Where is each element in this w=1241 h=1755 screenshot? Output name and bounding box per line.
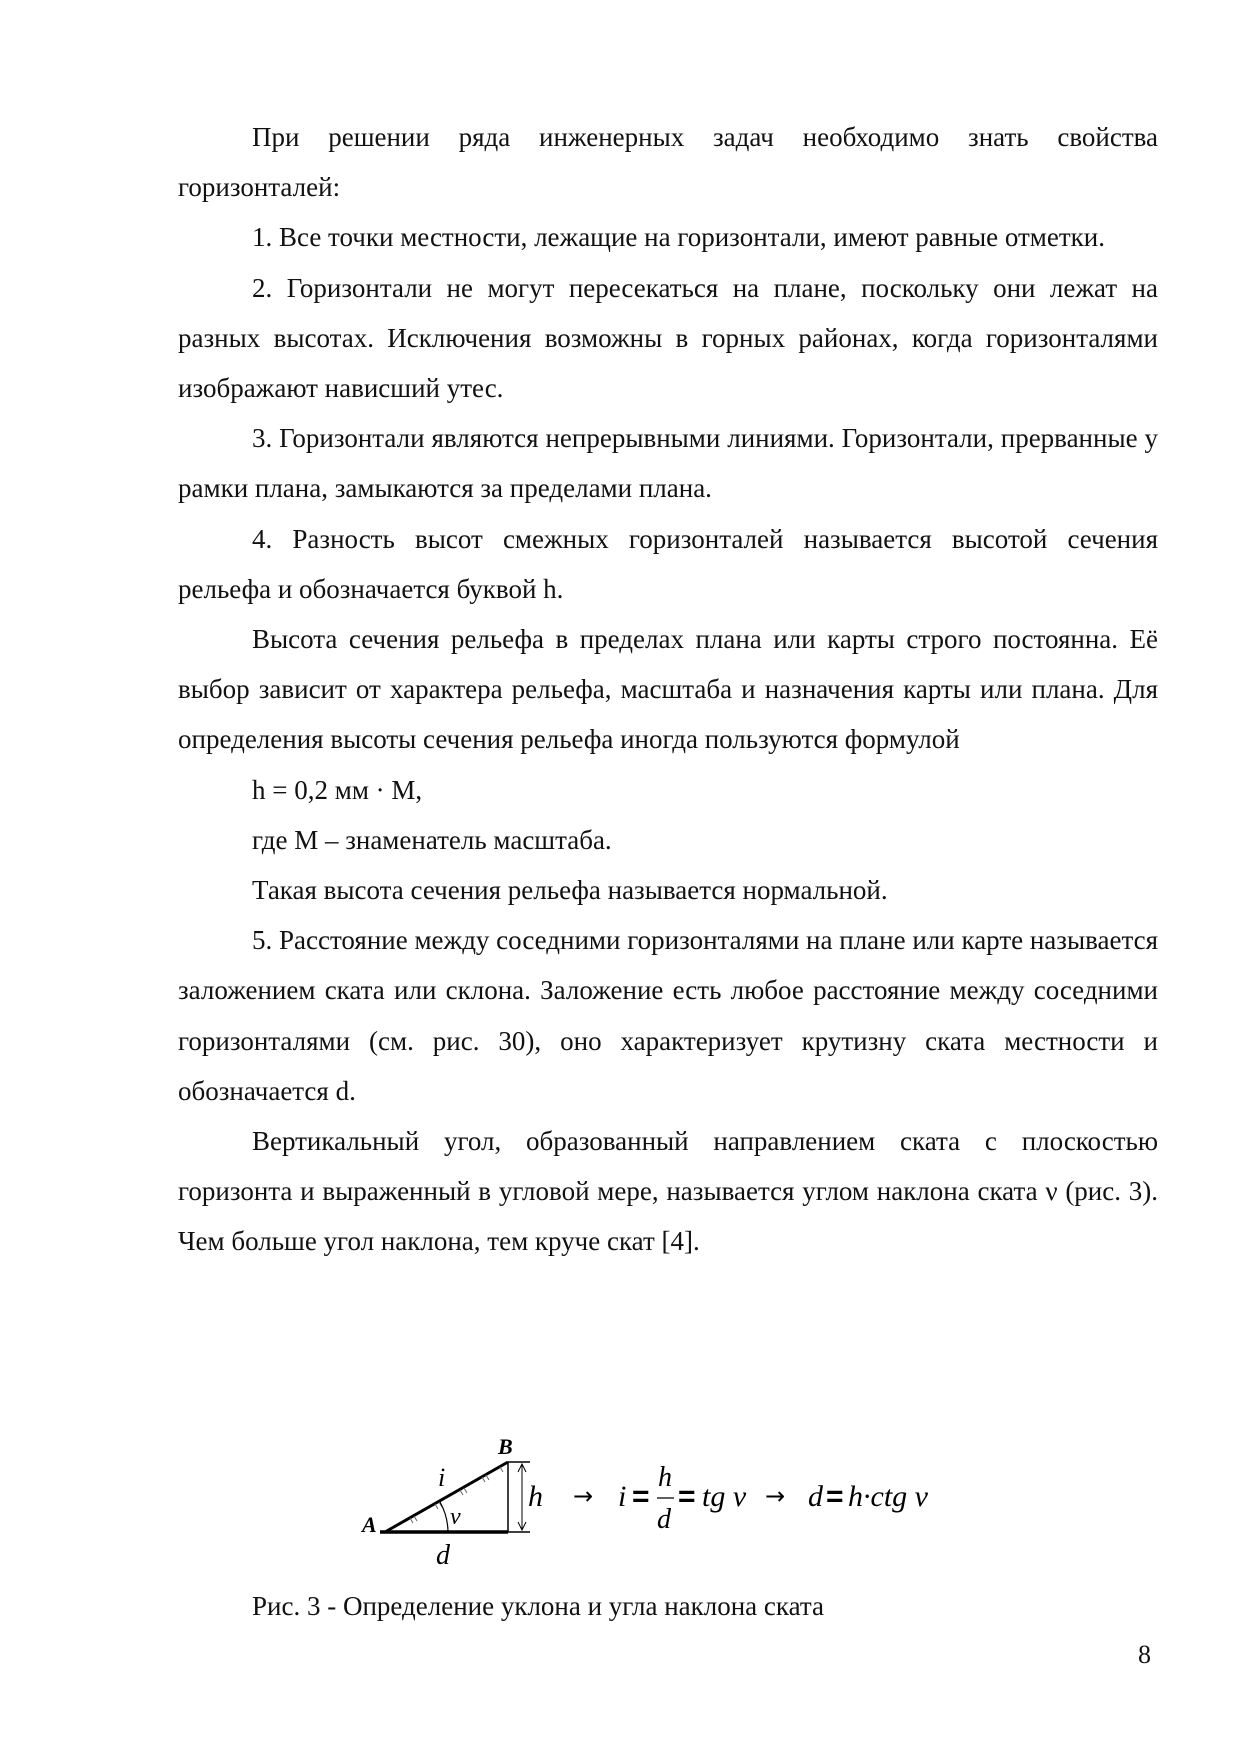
paragraph-property-2: 2. Горизонтали не могут пересекаться на плане, поскольку они лежат на разных высотах. Исключения возможны в горных районах, когда горизонталями изображают нависший утес. <box>178 272 1158 404</box>
label-h: h <box>528 1480 543 1513</box>
label-A: A <box>362 1512 377 1537</box>
paragraph-property-1: 1. Все точки местности, лежащие на горизонтали, имеют равные отметки. <box>252 222 1105 253</box>
formula-i: i <box>618 1480 627 1513</box>
formula-numerator: h <box>658 1462 672 1493</box>
formula-arrow-1: → <box>573 1482 594 1510</box>
page-number: 8 <box>1138 1640 1151 1669</box>
formula-explanation: где М – знаменатель масштаба. <box>252 824 612 855</box>
paragraph-slope-angle: Вертикальный угол, образованный направлением ската с плоскостью горизонта и выраженный в угловой мере, называется углом наклона ската ν (рис. 3). Чем больше угол наклона, тем круче скат [4]. <box>178 1126 1158 1257</box>
formula-d: d <box>808 1480 823 1513</box>
paragraph-property-5: 5. Расстояние между соседними горизонталями на плане или карте называется заложением ската или склона. Заложение есть любое расстояние между соседними горизонталями (см. рис. 30), оно характеризует крутизну ската местности и обозначается d. <box>178 925 1158 1106</box>
paragraph-intro: При решении ряда инженерных задач необходимо знать свойства горизонталей: <box>178 122 1158 203</box>
formula-eq-2: = <box>678 1480 696 1513</box>
slope-figure <box>360 1428 1040 1578</box>
paragraph-section-height: Высота сечения рельефа в пределах плана или карты строго постоянна. Её выбор зависит от характера рельефа, масштаба и назначения карты или плана. Для определения высоты сечения рельефа иногда пользуются формулой <box>178 624 1158 755</box>
formula-rhs: h·ctg ν <box>848 1480 928 1513</box>
formula-eq-3: = <box>826 1480 844 1513</box>
formula-arrow-2: → <box>765 1482 786 1510</box>
label-d: d <box>436 1540 450 1571</box>
formula-eq-1: = <box>632 1480 650 1513</box>
formula-line: h = 0,2 мм · М, <box>252 774 423 805</box>
label-angle: ν <box>450 1504 461 1530</box>
paragraph-property-3: 3. Горизонтали являются непрерывными линиями. Горизонтали, прерванные у рамки плана, замыкаются за пределами плана. <box>178 423 1158 504</box>
label-i: i <box>438 1463 446 1492</box>
paragraph-property-4: 4. Разность высот смежных горизонталей называется высотой сечения рельефа и обозначается буквой h. <box>178 523 1158 604</box>
formula-tg: tg ν <box>702 1480 747 1513</box>
paragraph-normal-height: Такая высота сечения рельефа называется нормальной. <box>252 875 888 906</box>
body-text <box>178 112 1158 1267</box>
figure-caption: Рис. 3 - Определение уклона и угла наклона ската <box>252 1591 825 1621</box>
label-B: B <box>498 1434 513 1459</box>
formula-denominator: d <box>657 1504 671 1535</box>
